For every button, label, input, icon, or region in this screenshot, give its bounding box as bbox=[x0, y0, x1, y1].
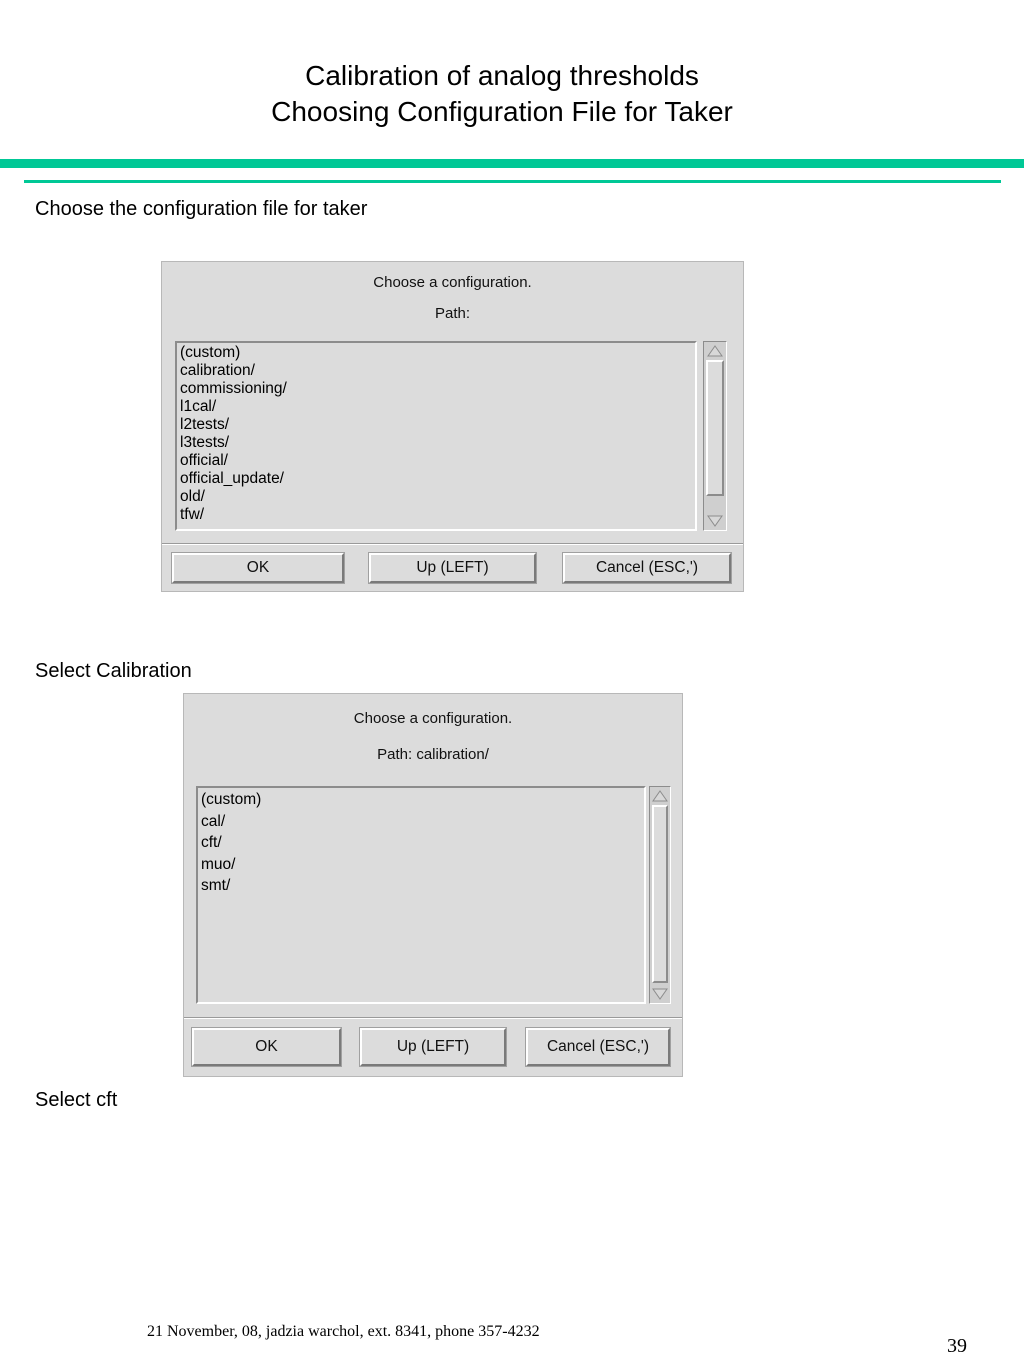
dialog-heading: Choose a configuration. bbox=[373, 274, 532, 291]
list-item[interactable]: (custom) bbox=[201, 791, 262, 808]
list-item[interactable]: l2tests/ bbox=[180, 416, 230, 433]
page-number: 39 bbox=[947, 1335, 967, 1357]
list-item[interactable]: calibration/ bbox=[180, 362, 255, 379]
list-item[interactable]: smt/ bbox=[201, 877, 231, 894]
list-item[interactable]: commissioning/ bbox=[180, 380, 287, 397]
scroll-down-arrow-icon[interactable] bbox=[705, 513, 725, 529]
list-item[interactable]: tfw/ bbox=[180, 506, 205, 523]
list-item[interactable]: l1cal/ bbox=[180, 398, 217, 415]
step2-caption: Select Calibration bbox=[35, 660, 192, 682]
step3-caption: Select cft bbox=[35, 1089, 118, 1111]
scroll-thumb[interactable] bbox=[706, 360, 724, 496]
button-bar-divider bbox=[184, 1017, 682, 1019]
ok-button[interactable]: OK bbox=[172, 553, 344, 583]
list-scrollbar[interactable] bbox=[649, 786, 671, 1004]
list-scrollbar[interactable] bbox=[703, 341, 727, 531]
list-item[interactable]: cft/ bbox=[201, 834, 222, 851]
list-item[interactable]: cal/ bbox=[201, 812, 226, 830]
dialog-path: Path: bbox=[434, 305, 471, 322]
scroll-up-arrow-icon[interactable] bbox=[705, 343, 725, 359]
step1-caption: Choose the configuration file for taker bbox=[35, 198, 368, 220]
list-item[interactable]: l3tests/ bbox=[180, 434, 230, 451]
list-item[interactable]: (custom) bbox=[180, 344, 241, 361]
title-line-1: Calibration of analog thresholds bbox=[305, 60, 699, 91]
list-item[interactable]: official_update/ bbox=[180, 470, 284, 487]
scroll-down-arrow-icon[interactable] bbox=[651, 986, 669, 1002]
header-rule-thick bbox=[0, 159, 1024, 168]
slide-title bbox=[0, 58, 1004, 130]
up-button[interactable]: Up (LEFT) bbox=[360, 1028, 506, 1066]
ok-button[interactable]: OK bbox=[192, 1028, 341, 1066]
up-button[interactable]: Up (LEFT) bbox=[369, 553, 536, 583]
scroll-up-arrow-icon[interactable] bbox=[651, 788, 669, 804]
slide-footer: 21 November, 08, jadzia warchol, ext. 8341, phone 357-4232 bbox=[147, 1323, 540, 1340]
cancel-button[interactable]: Cancel (ESC,') bbox=[526, 1028, 670, 1066]
config-list[interactable] bbox=[196, 786, 646, 1004]
config-list[interactable] bbox=[175, 341, 697, 531]
dialog-heading: Choose a configuration. bbox=[353, 710, 513, 727]
config-dialog-root bbox=[161, 261, 744, 592]
button-bar-divider bbox=[162, 543, 743, 545]
dialog-path: Path: calibration/ bbox=[377, 746, 489, 763]
header-rule-thin bbox=[24, 180, 1001, 183]
list-item[interactable]: old/ bbox=[180, 488, 205, 505]
config-dialog-calibration bbox=[183, 693, 683, 1077]
title-line-2: Choosing Configuration File for Taker bbox=[271, 96, 733, 127]
list-item[interactable]: official/ bbox=[180, 452, 228, 469]
list-item[interactable]: muo/ bbox=[201, 855, 236, 873]
cancel-button[interactable]: Cancel (ESC,') bbox=[563, 553, 731, 583]
scroll-thumb[interactable] bbox=[652, 805, 668, 983]
